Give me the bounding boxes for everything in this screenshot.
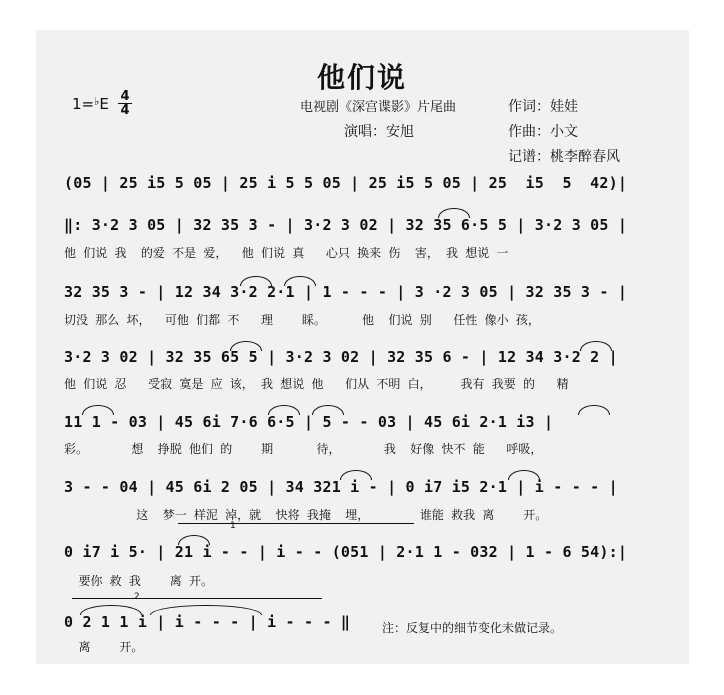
footnote: 注：反复中的细节变化未做记录。 xyxy=(382,621,563,635)
time-signature xyxy=(118,90,132,117)
second-ending-number: 2 xyxy=(134,592,140,602)
first-ending-bracket xyxy=(178,523,414,524)
key-label: 1= xyxy=(72,95,95,113)
subtitle: 电视剧《深宫谍影》片尾曲 xyxy=(300,100,457,115)
lyrics-line-8: 离 开。 xyxy=(64,640,144,654)
notation-line-7: 0 i7 i 5· | 21 i - - | i - - (051 | 2·1 1 - 032 | 1 - 6 54):| xyxy=(64,543,628,561)
notation-line-1: (05 | 25 i5 5 05 | 25 i 5 5 05 | 25 i5 5 05 | 25 i5 5 42)| xyxy=(64,174,628,192)
singer-credit: 演唱：安旭 xyxy=(344,124,414,140)
time-bottom: 4 xyxy=(120,103,130,118)
lyricist-credit: 作词：娃娃 xyxy=(508,99,578,115)
lyrics-line-3: 切没 那么 坏， 可他 们都 不 理 睬。 他 们说 别 任性 像小 孩， xyxy=(64,313,540,327)
flat-sign: ♭ xyxy=(94,95,100,108)
time-top: 4 xyxy=(118,90,132,104)
notation-line-5: 11 1 - 03 | 45 6i 7·6 6·5 | 5 - - 03 | 45 6i 2·1 i3 | xyxy=(64,413,554,431)
song-title: 他们说 xyxy=(316,61,407,94)
key-note: E xyxy=(99,95,109,113)
notation-line-2: ‖: 3·2 3 05 | 32 35 3 - | 3·2 3 02 | 32 35 6·5 5 | 3·2 3 05 | xyxy=(64,216,628,234)
lyrics-line-6: 这 梦一 样泥 淖，就 快将 我掩 埋， 谁能 救我 离 开。 xyxy=(64,508,548,522)
notation-line-6: 3 - - 04 | 45 6i 2 05 | 34 321 i - | 0 i7 i5 2·1 | i - - - | xyxy=(64,478,618,496)
second-ending-bracket xyxy=(72,598,322,599)
notation-line-4: 3·2 3 02 | 32 35 65 5 | 3·2 3 02 | 32 35 6 - | 12 34 3·2 2 | xyxy=(64,348,618,366)
lyrics-line-5: 彩。 想 挣脱 他们 的 期 待， 我 好像 快不 能 呼吸， xyxy=(64,442,543,456)
transcriber-credit: 记谱：桃李醉春风 xyxy=(508,149,620,165)
lyrics-line-7: 要你 救 我 离 开。 xyxy=(64,574,214,588)
notation-line-3: 32 35 3 - | 12 34 3·2 2·1 | 1 - - - | 3 ·2 3 05 | 32 35 3 - | xyxy=(64,283,628,301)
notation-line-8: 0 2 1 1 i | i - - - | i - - - ‖ xyxy=(64,613,351,631)
lyrics-line-4: 他 们说 忍 受寂 寞是 应 该， 我 想说 他 们从 不明 白， 我有 我要 的 精 xyxy=(64,377,569,391)
composer-credit: 作曲：小文 xyxy=(508,124,578,140)
key-signature xyxy=(72,95,109,113)
lyrics-line-2: 他 们说 我 的爱 不是 爱， 他 们说 真 心只 换来 伤 害， 我 想说 一 xyxy=(64,246,509,260)
first-ending-number: 1 xyxy=(230,521,236,531)
